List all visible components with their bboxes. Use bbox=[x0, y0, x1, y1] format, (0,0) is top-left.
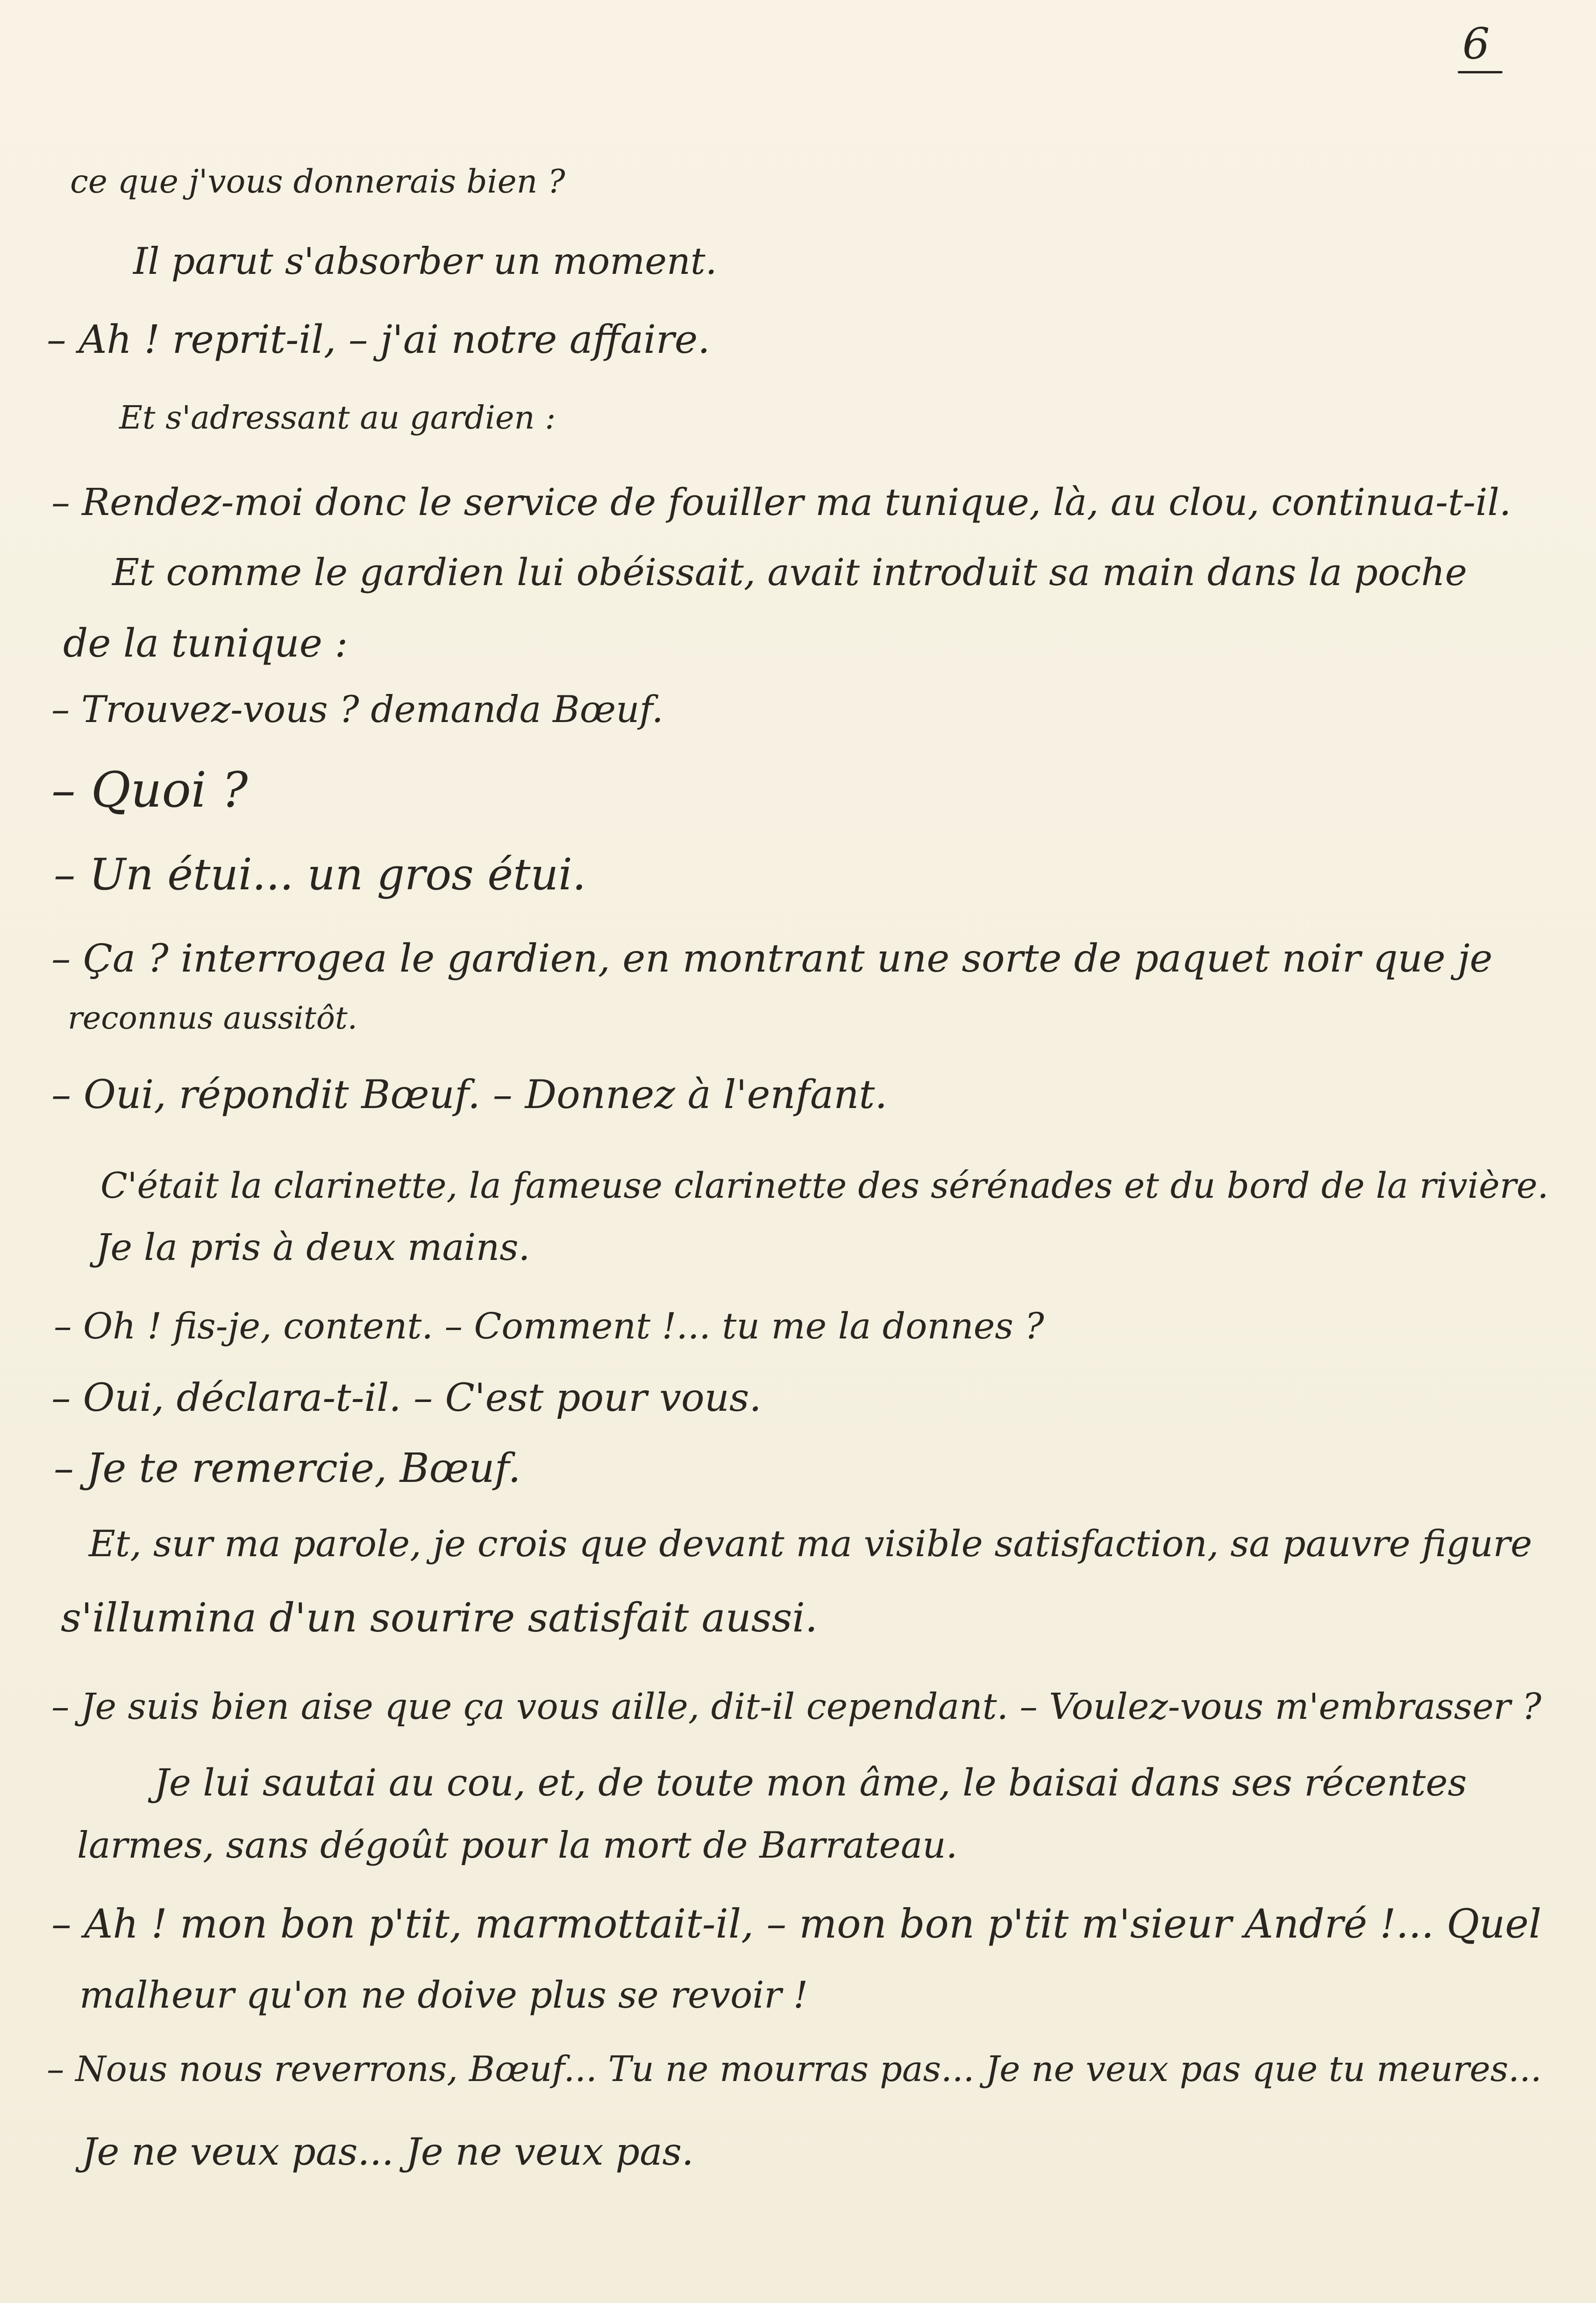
text-line: – Trouvez-vous ? demanda Bœuf. bbox=[51, 688, 663, 731]
text-line: – Ah ! reprit-il, – j'ai notre affaire. bbox=[47, 317, 710, 362]
text-line: de la tunique : bbox=[63, 621, 348, 666]
text-line: larmes, sans dégoût pour la mort de Barrateau. bbox=[77, 1824, 958, 1867]
text-line: C'était la clarinette, la fameuse clarinette des sérénades et du bord de la rivière. bbox=[100, 1165, 1549, 1206]
text-line: – Oh ! fis-je, content. – Comment !... tu me la donnes ? bbox=[54, 1305, 1044, 1347]
text-line: – Je te remercie, Bœuf. bbox=[54, 1445, 521, 1492]
text-line: Il parut s'absorber un moment. bbox=[133, 240, 717, 283]
text-line: – Rendez-moi donc le service de fouiller ma tunique, là, au clou, continua-t-il. bbox=[51, 480, 1511, 524]
text-line: malheur qu'on ne doive plus se revoir ! bbox=[79, 1974, 808, 2017]
text-line: – Quoi ? bbox=[51, 762, 248, 818]
text-line: – Oui, déclara-t-il. – C'est pour vous. bbox=[51, 1375, 762, 1420]
text-line: Je ne veux pas... Je ne veux pas. bbox=[82, 2130, 694, 2174]
text-line: Et s'adressant au gardien : bbox=[119, 399, 556, 436]
text-line: – Nous nous reverrons, Bœuf... Tu ne mourras pas... Je ne veux pas que tu meures... bbox=[47, 2048, 1542, 2089]
text-line: Et, sur ma parole, je crois que devant ma visible satisfaction, sa pauvre figure bbox=[89, 1523, 1532, 1565]
text-line: Je la pris à deux mains. bbox=[96, 1226, 530, 1269]
text-line: – Oui, répondit Bœuf. – Donnez à l'enfant. bbox=[51, 1072, 888, 1117]
text-line: Je lui sautai au cou, et, de toute mon âme, le baisai dans ses récentes bbox=[154, 1761, 1467, 1804]
text-line: – Je suis bien aise que ça vous aille, dit-il cependant. – Voulez-vous m'embrasser ? bbox=[51, 1686, 1542, 1728]
text-line: – Ça ? interrogea le gardien, en montrant une sorte de paquet noir que je bbox=[51, 936, 1493, 981]
text-line: – Ah ! mon bon p'tit, marmottait-il, – mon bon p'tit m'sieur André !... Quel bbox=[51, 1901, 1542, 1947]
text-line: ce que j'vous donnerais bien ? bbox=[70, 163, 565, 200]
page-number-underline bbox=[1458, 71, 1503, 73]
text-line: reconnus aussitôt. bbox=[68, 1000, 357, 1036]
text-line: Et comme le gardien lui obéissait, avait introduit sa main dans la poche bbox=[112, 551, 1468, 594]
text-line: s'illumina d'un sourire satisfait aussi. bbox=[61, 1595, 818, 1641]
page-number: 6 bbox=[1462, 19, 1490, 69]
text-line: – Un étui... un gros étui. bbox=[54, 849, 586, 900]
